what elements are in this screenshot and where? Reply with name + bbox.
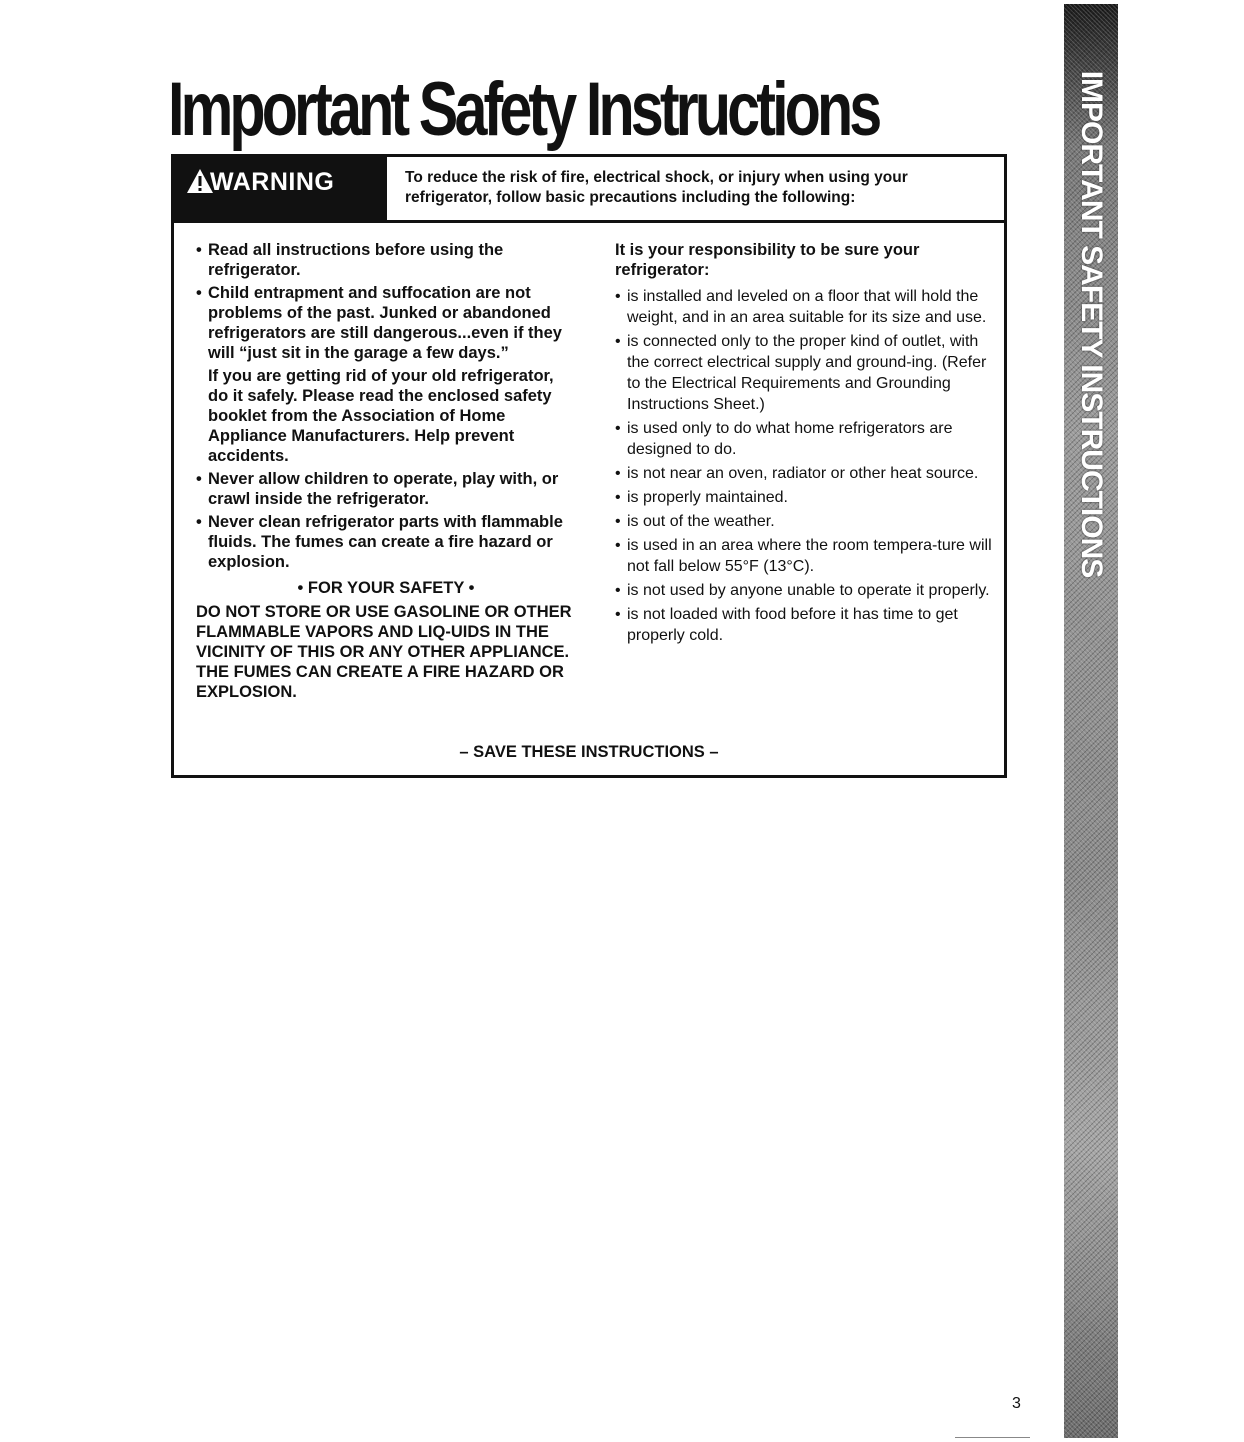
bullet: • bbox=[615, 606, 621, 623]
list-item bbox=[615, 418, 993, 460]
bullet: • bbox=[196, 241, 202, 259]
bullet: • bbox=[615, 537, 621, 554]
list-item-text: is not near an oven, radiator or other heat source. bbox=[627, 465, 979, 482]
list-item-text: is used in an area where the room tempera-ture will not fall below 55°F (13°C). bbox=[627, 537, 992, 575]
bullet: • bbox=[196, 513, 202, 531]
warning-text: To reduce the risk of fire, electrical shock, or injury when using your refrigerator, follow basic precautions including the following: bbox=[405, 169, 908, 206]
save-instructions-line: – SAVE THESE INSTRUCTIONS – bbox=[459, 743, 719, 761]
gasoline-warning-text: DO NOT STORE OR USE GASOLINE OR OTHER FLAMMABLE VAPORS AND LIQ-UIDS IN THE VICINITY OF THIS OR ANY OTHER APPLIANCE. THE FUMES CAN CREATE A FIRE HAZARD OR EXPLOSION. bbox=[196, 603, 572, 701]
side-tab-label: IMPORTANT SAFETY INSTRUCTIONS bbox=[1075, 70, 1108, 578]
bullet: • bbox=[615, 333, 621, 350]
page-title: Important Safety Instructions bbox=[168, 67, 879, 152]
list-item-text: is out of the weather. bbox=[627, 513, 775, 530]
list-item bbox=[615, 604, 993, 646]
list-item-text: is not loaded with food before it has time to get properly cold. bbox=[627, 606, 958, 644]
list-item-text: Child entrapment and suffocation are not problems of the past. Junked or abandoned refrigerators are still dangerous...even if they will “just sit in the garage a few days.” bbox=[208, 284, 562, 362]
bullet: • bbox=[196, 470, 202, 488]
list-item bbox=[615, 487, 993, 508]
list-item bbox=[615, 286, 993, 328]
left-column bbox=[196, 240, 576, 702]
list-item-text: Never allow children to operate, play with, or crawl inside the refrigerator. bbox=[208, 470, 559, 508]
list-item-text: Never clean refrigerator parts with flammable fluids. The fumes can create a fire hazard or explosion. bbox=[208, 513, 563, 571]
bullet: • bbox=[615, 582, 621, 599]
for-your-safety-title: • FOR YOUR SAFETY • bbox=[297, 579, 475, 597]
list-item bbox=[615, 580, 993, 601]
list-item-text: is used only to do what home refrigerators are designed to do. bbox=[627, 420, 953, 458]
list-item bbox=[196, 512, 576, 572]
bullet: • bbox=[615, 489, 621, 506]
warning-label-block bbox=[174, 157, 387, 220]
bullet: • bbox=[615, 288, 621, 305]
list-item bbox=[615, 463, 993, 484]
divider bbox=[955, 1437, 1030, 1438]
list-item-text: is properly maintained. bbox=[627, 489, 788, 506]
bullet: • bbox=[615, 420, 621, 437]
warning-header bbox=[174, 157, 1004, 223]
right-column bbox=[615, 240, 993, 649]
warning-label: WARNING bbox=[210, 168, 335, 196]
list-item bbox=[196, 240, 576, 280]
list-item-text: is installed and leveled on a floor that will hold the weight, and in an area suitable for its size and use. bbox=[627, 288, 987, 326]
bullet: • bbox=[615, 513, 621, 530]
list-item bbox=[196, 283, 576, 363]
list-item bbox=[196, 469, 576, 509]
list-item-text: Read all instructions before using the refrigerator. bbox=[208, 241, 504, 279]
list-item bbox=[615, 535, 993, 577]
list-item bbox=[615, 331, 993, 415]
page-number: 3 bbox=[1012, 1395, 1021, 1412]
responsibility-heading: It is your responsibility to be sure your refrigerator: bbox=[615, 241, 920, 279]
side-tab bbox=[1064, 4, 1118, 1438]
disposal-paragraph: If you are getting rid of your old refrigerator, do it safely. Please read the enclosed safety booklet from the Association of Home Appliance Manufacturers. Help prevent accidents. bbox=[208, 367, 554, 465]
list-item-text: is connected only to the proper kind of outlet, with the correct electrical supply and ground-ing. (Refer to the Electrical Requirements and Grounding Instructions Sheet.) bbox=[627, 333, 987, 413]
bullet: • bbox=[196, 284, 202, 302]
safety-instructions-box bbox=[171, 154, 1007, 778]
bullet: • bbox=[615, 465, 621, 482]
list-item-text: is not used by anyone unable to operate it properly. bbox=[627, 582, 990, 599]
list-item bbox=[615, 511, 993, 532]
